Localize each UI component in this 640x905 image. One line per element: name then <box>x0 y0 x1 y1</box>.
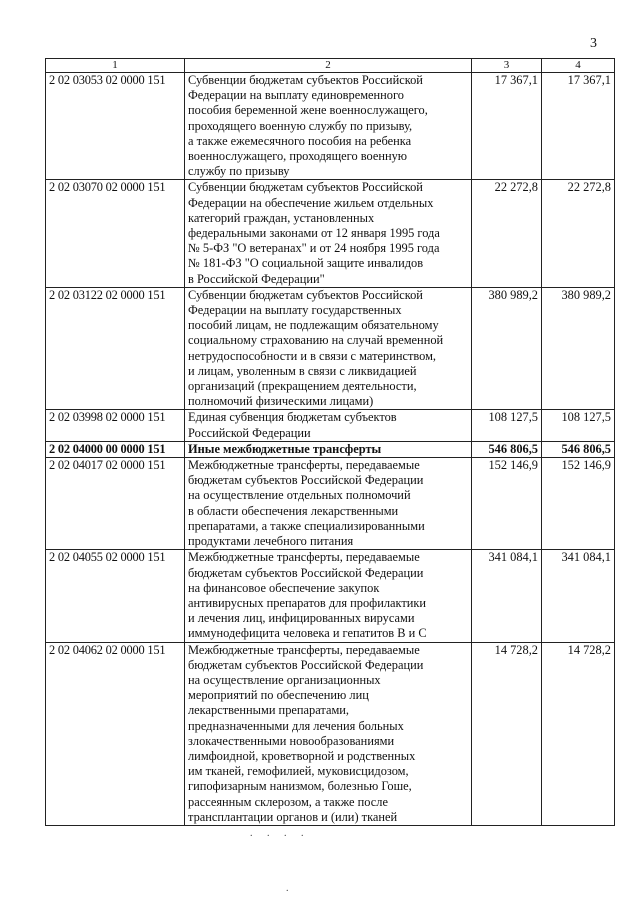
table-row <box>46 180 615 287</box>
description-line: № 5-ФЗ "О ветеранах" и от 24 ноября 1995 года <box>188 241 440 256</box>
description-line: препаратами, а также специализированными <box>188 518 425 533</box>
description-line: иммунодефицита человека и гепатитов В и С <box>188 626 427 641</box>
budget-code: 2 02 04055 02 0000 151 <box>46 550 185 642</box>
header-col-3: 3 <box>472 59 542 73</box>
budget-description <box>185 642 472 825</box>
table-body <box>46 73 615 826</box>
description-line: Федерации на обеспечение жильем отдельных <box>188 195 434 210</box>
table-row <box>46 642 615 825</box>
amount-col-3: 380 989,2 <box>472 287 542 410</box>
amount-col-3: 14 728,2 <box>472 642 542 825</box>
table-row <box>46 441 615 457</box>
amount-col-3: 341 084,1 <box>472 550 542 642</box>
amount-col-3: 108 127,5 <box>472 410 542 441</box>
description-line: лекарственными препаратами, <box>188 703 350 718</box>
description-line: № 181-ФЗ "О социальной защите инвалидов <box>188 256 424 271</box>
description-line: на осуществление организационных <box>188 672 381 687</box>
amount-col-3: 152 146,9 <box>472 458 542 550</box>
amount-col-3: 17 367,1 <box>472 73 542 180</box>
description-line: нетрудоспособности и в связи с материнством, <box>188 348 437 363</box>
description-line: рассеянным склерозом, а также после <box>188 794 388 809</box>
description-line: Субвенции бюджетам субъектов Российской <box>188 73 423 87</box>
description-line: бюджетам субъектов Российской Федерации <box>188 473 424 488</box>
budget-description <box>185 73 472 180</box>
description-line: социальному страхованию на случай временной <box>188 333 444 348</box>
amount-col-4: 17 367,1 <box>542 73 615 180</box>
table-row <box>46 550 615 642</box>
description-line: антивирусных препаратов для профилактики <box>188 595 427 610</box>
description-line: трансплантации органов и (или) тканей <box>188 809 398 824</box>
description-line: Субвенции бюджетам субъектов Российской <box>188 287 423 302</box>
budget-code: 2 02 03998 02 0000 151 <box>46 410 185 441</box>
table-row <box>46 287 615 410</box>
budget-code: 2 02 04000 00 0000 151 <box>46 441 185 457</box>
description-line: а также ежемесячного пособия на ребенка <box>188 133 412 148</box>
description-line: Межбюджетные трансферты, передаваемые <box>188 458 420 473</box>
table-row <box>46 410 615 441</box>
description-line: службу по призыву <box>188 164 290 179</box>
description-line: мероприятий по обеспечению лиц <box>188 688 369 703</box>
budget-table <box>45 58 615 826</box>
budget-code: 2 02 03122 02 0000 151 <box>46 287 185 410</box>
description-line: категорий граждан, установленных <box>188 210 375 225</box>
amount-col-4: 546 806,5 <box>542 441 615 457</box>
budget-description <box>185 180 472 287</box>
description-line: злокачественными новообразованиями <box>188 733 395 748</box>
amount-col-4: 152 146,9 <box>542 458 615 550</box>
description-line: в Российской Федерации" <box>188 271 325 286</box>
description-line: Федерации на выплату государственных <box>188 303 402 318</box>
amount-col-4: 22 272,8 <box>542 180 615 287</box>
description-line: бюджетам субъектов Российской Федерации <box>188 565 424 580</box>
description-line: бюджетам субъектов Российской Федерации <box>188 657 424 672</box>
header-col-4: 4 <box>542 59 615 73</box>
amount-col-4: 380 989,2 <box>542 287 615 410</box>
table-row <box>46 73 615 180</box>
budget-description <box>185 441 472 457</box>
budget-description <box>185 550 472 642</box>
description-line: на осуществление отдельных полномочий <box>188 488 411 503</box>
description-line: пособия беременной жене военнослужащего, <box>188 103 428 118</box>
description-line: Российской Федерации <box>188 425 311 440</box>
description-line: Межбюджетные трансферты, передаваемые <box>188 642 420 657</box>
description-line: им тканей, гемофилией, муковисцидозом, <box>188 764 409 779</box>
amount-col-3: 546 806,5 <box>472 441 542 457</box>
description-line: пособий лицам, не подлежащим обязательному <box>188 318 439 333</box>
description-line: полномочий физическими лицами) <box>188 394 374 409</box>
description-line: Федерации на выплату единовременного <box>188 88 404 103</box>
description-line: Единая субвенция бюджетам субъектов <box>188 410 397 425</box>
budget-code: 2 02 03053 02 0000 151 <box>46 73 185 180</box>
header-col-1: 1 <box>46 59 185 73</box>
budget-description <box>185 287 472 410</box>
description-line: Иные межбюджетные трансферты <box>188 441 382 456</box>
budget-code: 2 02 04062 02 0000 151 <box>46 642 185 825</box>
amount-col-4: 14 728,2 <box>542 642 615 825</box>
description-line: и лечения лиц, инфицированных вирусами <box>188 611 415 626</box>
table-row <box>46 458 615 550</box>
description-line: на финансовое обеспечение закупок <box>188 580 380 595</box>
budget-description <box>185 458 472 550</box>
amount-col-4: 108 127,5 <box>542 410 615 441</box>
amount-col-4: 341 084,1 <box>542 550 615 642</box>
description-line: предназначенными для лечения больных <box>188 718 404 733</box>
header-col-2: 2 <box>185 59 472 73</box>
table-header-row <box>46 59 615 73</box>
description-line: в области обеспечения лекарственными <box>188 503 399 518</box>
description-line: федеральными законами от 12 января 1995 года <box>188 226 440 241</box>
description-line: Межбюджетные трансферты, передаваемые <box>188 550 420 565</box>
description-line: Субвенции бюджетам субъектов Российской <box>188 180 423 195</box>
description-line: продуктами лечебного питания <box>188 534 354 549</box>
description-line: лимфоидной, кроветворной и родственных <box>188 748 416 763</box>
description-line: гипофизарным нанизмом, болезнью Гоше, <box>188 779 412 794</box>
description-line: и лицам, уволенным в связи с ликвидацией <box>188 363 417 378</box>
description-line: организаций (прекращением деятельности, <box>188 379 417 394</box>
budget-description <box>185 410 472 441</box>
scan-dot: . <box>286 883 289 894</box>
budget-code: 2 02 04017 02 0000 151 <box>46 458 185 550</box>
scan-marks: . . . . <box>250 828 310 839</box>
budget-code: 2 02 03070 02 0000 151 <box>46 180 185 287</box>
description-line: военнослужащего, проходящего военную <box>188 149 408 164</box>
page-number: 3 <box>590 36 597 51</box>
description-line: проходящего военную службу по призыву, <box>188 118 413 133</box>
amount-col-3: 22 272,8 <box>472 180 542 287</box>
